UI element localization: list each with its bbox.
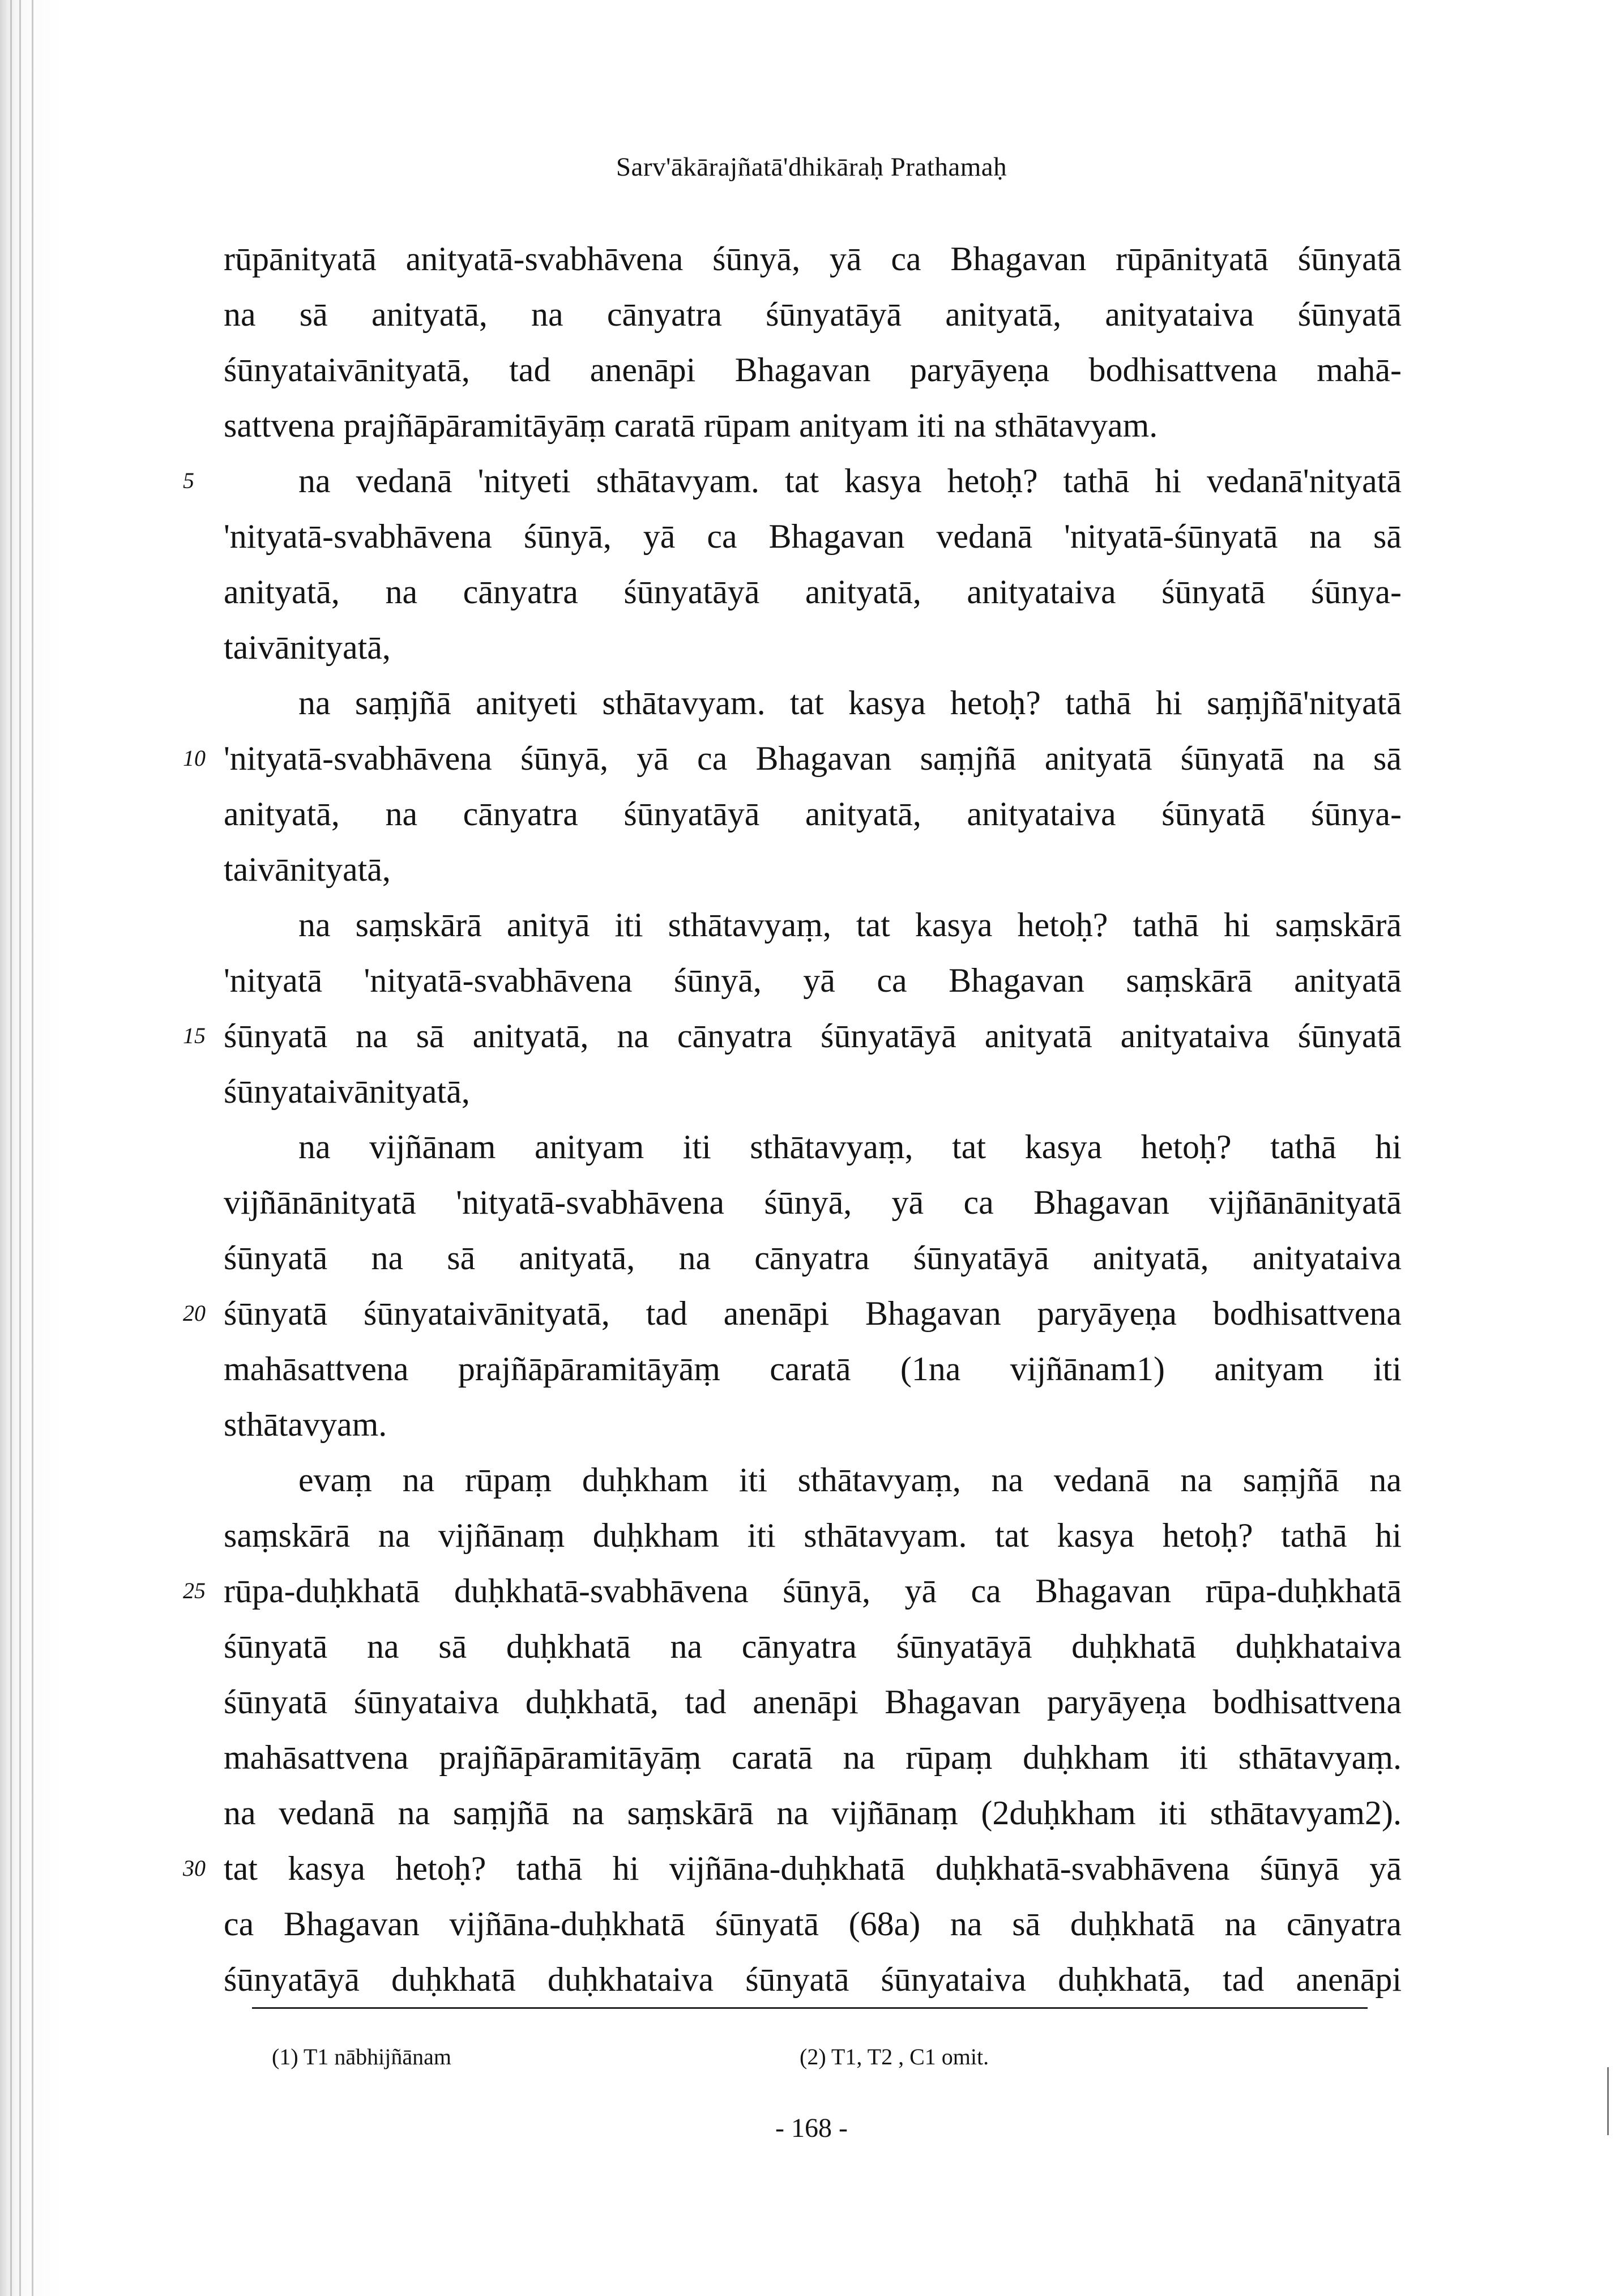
text-line [224,1341,1402,1397]
text-line [224,1230,1402,1286]
text-line [224,564,1402,620]
text-line [224,1397,1402,1452]
line-text: śūnyatā na sā anityatā, na cānyatra śūnyatāyā anityatā, anityataiva [224,1239,1402,1277]
line-text: na vedanā 'nityeti sthātavyam. tat kasya hetoḥ? tathā hi vedanā'nityatā [298,462,1402,500]
text-line [183,1563,1402,1619]
line-number: 25 [183,1578,206,1603]
line-number: 30 [183,1855,206,1881]
text-line [224,1064,1402,1119]
binding-edge-line [10,0,12,2296]
text-line [224,1175,1402,1230]
text-line [183,1286,1402,1341]
text-line [224,1952,1402,2007]
line-text: śūnyatāyā duḥkhatā duḥkhataiva śūnyatā śūnyataiva duḥkhatā, tad anenāpi [224,1961,1402,1998]
line-text: saṃskārā na vijñānaṃ duḥkham iti sthātavyam. tat kasya hetoḥ? tathā hi [224,1517,1402,1554]
text-line [224,1452,1402,1508]
line-text: taivānityatā, [224,629,391,666]
text-line [224,897,1402,953]
running-head: Sarv'ākārajñatā'dhikāraḥ Prathamaḥ [616,152,1007,182]
line-text: rūpa-duḥkhatā duḥkhatā-svabhāvena śūnyā, yā ca Bhagavan rūpa-duḥkhatā [224,1572,1402,1610]
text-line [183,453,1402,509]
line-text: śūnyatā na sā anityatā, na cānyatra śūnyatāyā anityatā anityataiva śūnyatā [224,1017,1402,1055]
text-line [224,620,1402,675]
text-line [224,287,1402,342]
text-line [224,786,1402,842]
page-number: - 168 - [775,2113,848,2143]
line-text: ca Bhagavan vijñāna-duḥkhatā śūnyatā (68a) na sā duḥkhatā na cānyatra [224,1905,1402,1943]
text-line [224,953,1402,1008]
scan-edge-mark [1607,2067,1609,2135]
line-text: evaṃ na rūpaṃ duḥkham iti sthātavyaṃ, na vedanā na saṃjñā na [298,1461,1402,1499]
line-number: 5 [183,468,194,493]
line-text: mahāsattvena prajñāpāramitāyāṃ caratā na rūpaṃ duḥkham iti sthātavyaṃ. [224,1739,1402,1776]
text-line [224,509,1402,564]
line-text: vijñānānityatā 'nityatā-svabhāvena śūnyā, yā ca Bhagavan vijñānānityatā [224,1184,1402,1221]
line-number: 10 [183,745,206,771]
main-text [183,231,1402,2007]
line-text: rūpānityatā anityatā-svabhāvena śūnyā, yā ca Bhagavan rūpānityatā śūnyatā [224,240,1402,278]
line-text: tat kasya hetoḥ? tathā hi vijñāna-duḥkhatā duḥkhatā-svabhāvena śūnyā yā [224,1850,1402,1887]
text-line [183,731,1402,786]
line-text: anityatā, na cānyatra śūnyatāyā anityatā, anityataiva śūnyatā śūnya- [224,795,1402,833]
text-line [183,1008,1402,1064]
text-line [224,342,1402,398]
text-line [224,842,1402,897]
line-text: na vijñānam anityam iti sthātavyaṃ, tat kasya hetoḥ? tathā hi [298,1128,1402,1166]
text-line [224,1508,1402,1563]
line-text: 'nityatā 'nityatā-svabhāvena śūnyā, yā ca Bhagavan saṃskārā anityatā [224,962,1402,999]
footnote-2: (2) T1, T2 , C1 omit. [800,2044,989,2069]
line-text: sthātavyam. [224,1406,387,1443]
line-text: śūnyatā na sā duḥkhatā na cānyatra śūnyatāyā duḥkhatā duḥkhataiva [224,1628,1402,1665]
line-text: 'nityatā-svabhāvena śūnyā, yā ca Bhagavan saṃjñā anityatā śūnyatā na sā [224,740,1402,777]
line-number: 15 [183,1023,206,1048]
text-line [224,1896,1402,1952]
line-text: mahāsattvena prajñāpāramitāyāṃ caratā (1na vijñānam1) anityam iti [224,1350,1402,1388]
footnote-1: (1) T1 nābhijñānam [272,2044,451,2069]
text-line [224,1730,1402,1785]
line-text: anityatā, na cānyatra śūnyatāyā anityatā, anityataiva śūnyatā śūnya- [224,573,1402,611]
text-line [224,231,1402,287]
line-text: na saṃjñā anityeti sthātavyam. tat kasya hetoḥ? tathā hi saṃjñā'nityatā [298,684,1402,722]
text-line [183,1841,1402,1896]
line-text: na vedanā na saṃjñā na saṃskārā na vijñānaṃ (2duḥkham iti sthātavyam2). [224,1794,1402,1832]
binding-edge-line [19,0,21,2296]
text-line [224,1119,1402,1175]
binding-edge-line [32,0,33,2296]
line-text: na saṃskārā anityā iti sthātavyaṃ, tat kasya hetoḥ? tathā hi saṃskārā [298,906,1402,944]
line-text: śūnyataivānityatā, [224,1073,470,1110]
text-line [224,675,1402,731]
line-number: 20 [183,1300,206,1326]
line-text: sattvena prajñāpāramitāyāṃ caratā rūpam anityam iti na sthātavyam. [224,407,1158,444]
text-line [224,398,1402,453]
line-text: taivānityatā, [224,851,391,888]
line-text: śūnyataivānityatā, tad anenāpi Bhagavan paryāyeṇa bodhisattvena mahā- [224,351,1402,389]
footnote-rule [252,2007,1368,2009]
binding-shadow [0,0,62,2296]
line-text: śūnyatā śūnyataivānityatā, tad anenāpi Bhagavan paryāyeṇa bodhisattvena [224,1295,1402,1332]
text-line [224,1674,1402,1730]
text-line [224,1785,1402,1841]
line-text: śūnyatā śūnyataiva duḥkhatā, tad anenāpi Bhagavan paryāyeṇa bodhisattvena [224,1683,1402,1721]
line-text: 'nityatā-svabhāvena śūnyā, yā ca Bhagavan vedanā 'nityatā-śūnyatā na sā [224,518,1402,555]
line-text: na sā anityatā, na cānyatra śūnyatāyā anityatā, anityataiva śūnyatā [224,296,1402,333]
text-line [224,1619,1402,1674]
